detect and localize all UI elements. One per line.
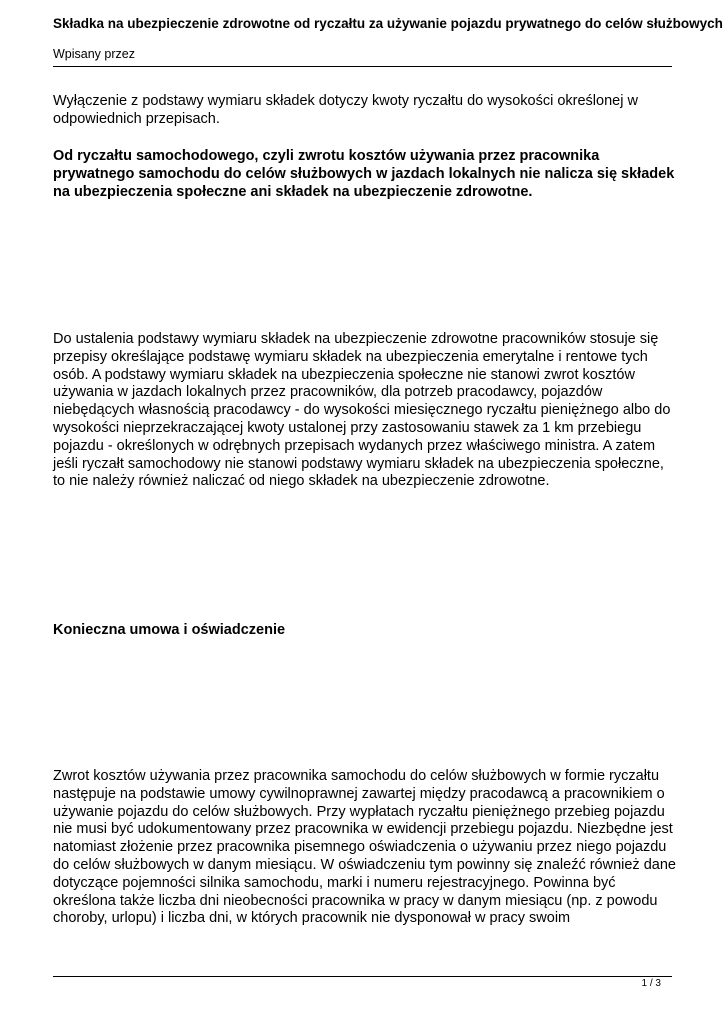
lead-paragraph: Od ryczałtu samochodowego, czyli zwrotu kosztów używania przez pracownika prywatnego samochodu do celów służbowych w jazdach lokalnych nie nalicza się składek na ubezpieczenia społeczne ani składek na ubezpieczenie zdrowotne. — [53, 148, 675, 200]
page-title: Składka na ubezpieczenie zdrowotne od ryczałtu za używanie pojazdu prywatnego do celów służbowych — [53, 16, 723, 31]
body-paragraph-2: Zwrot kosztów używania przez pracownika samochodu do celów służbowych w formie ryczałtu następuje na podstawie umowy cywilnoprawnej zawartej między pracodawcą a pracownikiem o używanie pojazdu do celów służbowych. Przy wypłatach ryczałtu pieniężnego przebieg pojazdu nie musi być udokumentowany przez pracownika w ewidencji przebiegu pojazdu. Niezbędne jest natomiast złożenie przez pracownika pisemnego oświadczenia o używaniu przez niego pojazdu do celów służbowych w danym miesiącu. W oświadczeniu tym powinny się znaleźć również dane dotyczące pojemności silnika samochodu, marki i numeru rejestracyjnego. Powinna być określona także liczba dni nieobecności pracownika w pracy w danym miesiącu (np. z powodu choroby, urlopu) i liczba dni, w których pracownik nie dysponował w pracy swoim — [53, 768, 676, 927]
author-label: Wpisany przez — [53, 47, 135, 61]
header-divider — [53, 66, 672, 67]
section-heading: Konieczna umowa i oświadczenie — [53, 622, 286, 638]
footer-divider — [53, 976, 672, 977]
page-number: 1 / 3 — [641, 978, 661, 989]
intro-paragraph: Wyłączenie z podstawy wymiaru składek dotyczy kwoty ryczałtu do wysokości określonej w odpowiednich przepisach. — [53, 93, 638, 127]
body-paragraph-1: Do ustalenia podstawy wymiaru składek na ubezpieczenie zdrowotne pracowników stosuje się przepisy określające podstawę wymiaru składek na ubezpieczenia emerytalne i rentowe tych osób. A podstawy wymiaru składek na ubezpieczenia społeczne nie stanowi zwrot kosztów używania w jazdach lokalnych przez pracowników, dla potrzeb pracodawcy, pojazdów niebędących własnością pracodawcy - do wysokości miesięcznego ryczałtu pieniężnego albo do wysokości nieprzekraczającej kwoty ustalonej przy zastosowaniu stawek za 1 km przebiegu pojazdu - określonych w odrębnych przepisach wydanych przez właściwego ministra. A zatem jeśli ryczałt samochodowy nie stanowi podstawy wymiaru składek na ubezpieczenia społeczne, to nie należy również naliczać od niego składek na ubezpieczenie zdrowotne. — [53, 331, 671, 490]
